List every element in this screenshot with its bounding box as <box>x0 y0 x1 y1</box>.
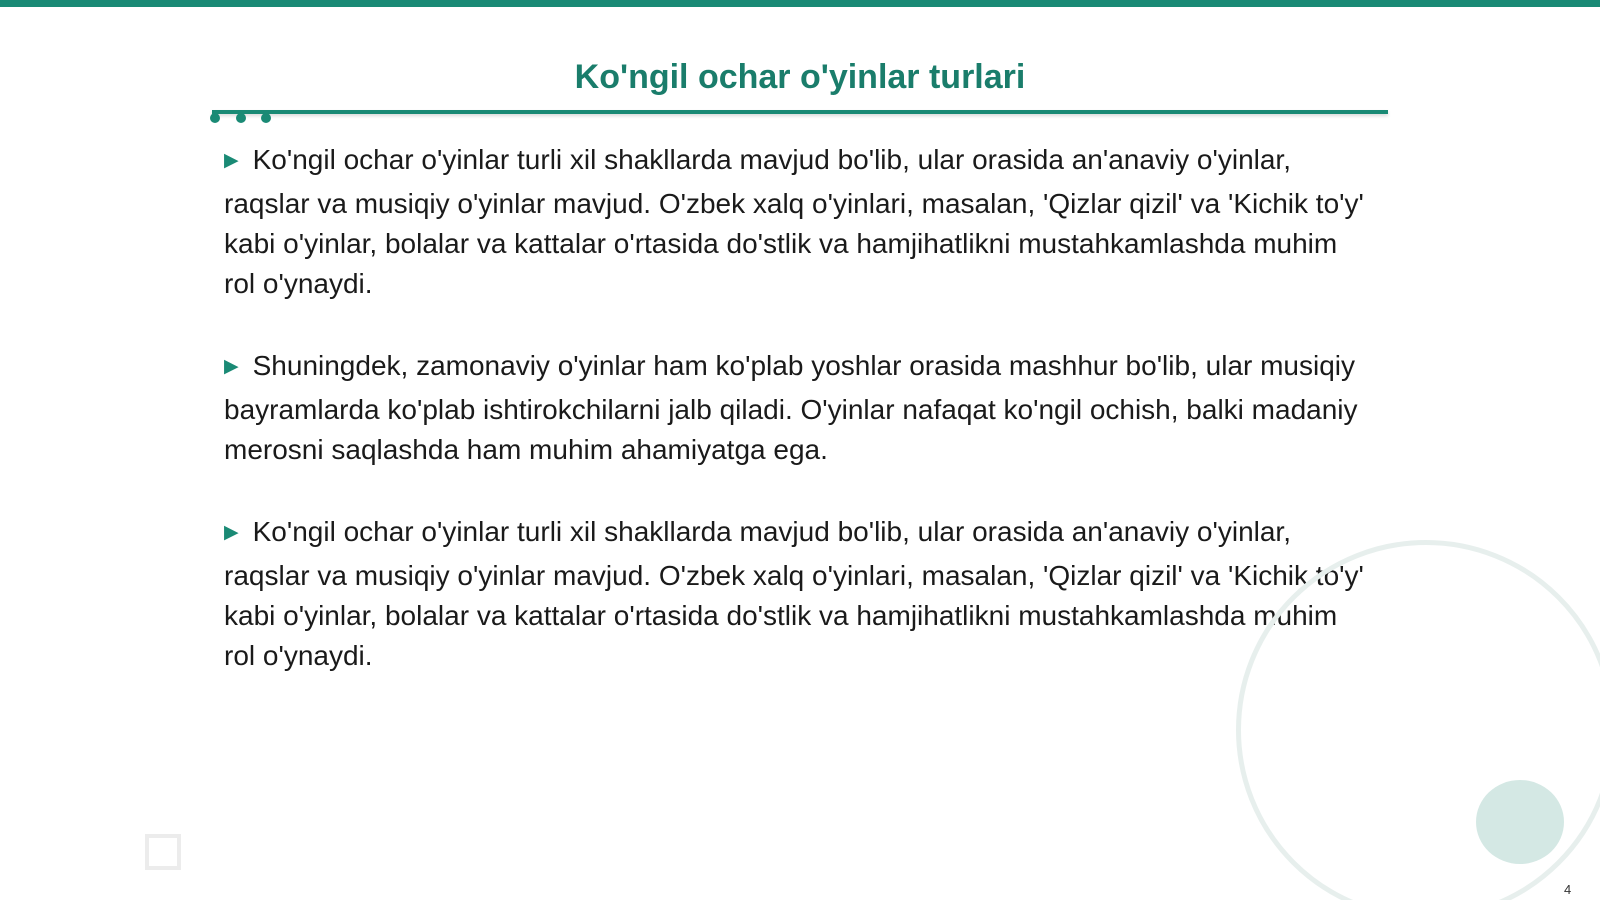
rule-dot-3 <box>261 113 271 123</box>
bullet-text-3: Ko'ngil ochar o'yinlar turli xil shakllarda mavjud bo'lib, ular orasida an'anaviy o'yinlar, raqslar va musiqiy o'yinlar mavjud. O'zbek xalq o'yinlari, masalan, 'Qizlar qizil' va 'Kichik to'y' kabi o'yinlar, bolalar va kattalar o'rtasida do'stlik va hamjihatlikni mustahkamlashda muhim rol o'ynaydi. <box>224 516 1364 671</box>
triangle-bullet-icon: ▶ <box>224 356 239 377</box>
bullet-item-3 <box>224 512 1374 676</box>
slide-title: Ko'ngil ochar o'yinlar turlari <box>574 58 1026 96</box>
bullet-item-1 <box>224 140 1374 304</box>
bullet-item-2 <box>224 346 1374 470</box>
triangle-bullet-icon: ▶ <box>224 522 239 543</box>
triangle-bullet-icon: ▶ <box>224 150 239 171</box>
top-accent-bar <box>0 0 1600 7</box>
bullet-text-1: Ko'ngil ochar o'yinlar turli xil shakllarda mavjud bo'lib, ular orasida an'anaviy o'yinlar, raqslar va musiqiy o'yinlar mavjud. O'zbek xalq o'yinlari, masalan, 'Qizlar qizil' va 'Kichik to'y' kabi o'yinlar, bolalar va kattalar o'rtasida do'stlik va hamjihatlikni mustahkamlashda muhim rol o'ynaydi. <box>224 144 1364 299</box>
decorative-square <box>145 834 181 870</box>
rule-dot-1 <box>210 113 220 123</box>
title-underline <box>212 110 1388 114</box>
rule-dot-2 <box>236 113 246 123</box>
page-number: 4 <box>1564 882 1572 897</box>
bullet-list <box>224 140 1374 718</box>
bullet-text-2: Shuningdek, zamonaviy o'yinlar ham ko'plab yoshlar orasida mashhur bo'lib, ular musiqiy bayramlarda ko'plab ishtirokchilarni jalb qiladi. O'yinlar nafaqat ko'ngil ochish, balki madaniy merosni saqlashda ham muhim ahamiyatga ega. <box>224 350 1358 465</box>
decorative-circle <box>1476 780 1564 864</box>
